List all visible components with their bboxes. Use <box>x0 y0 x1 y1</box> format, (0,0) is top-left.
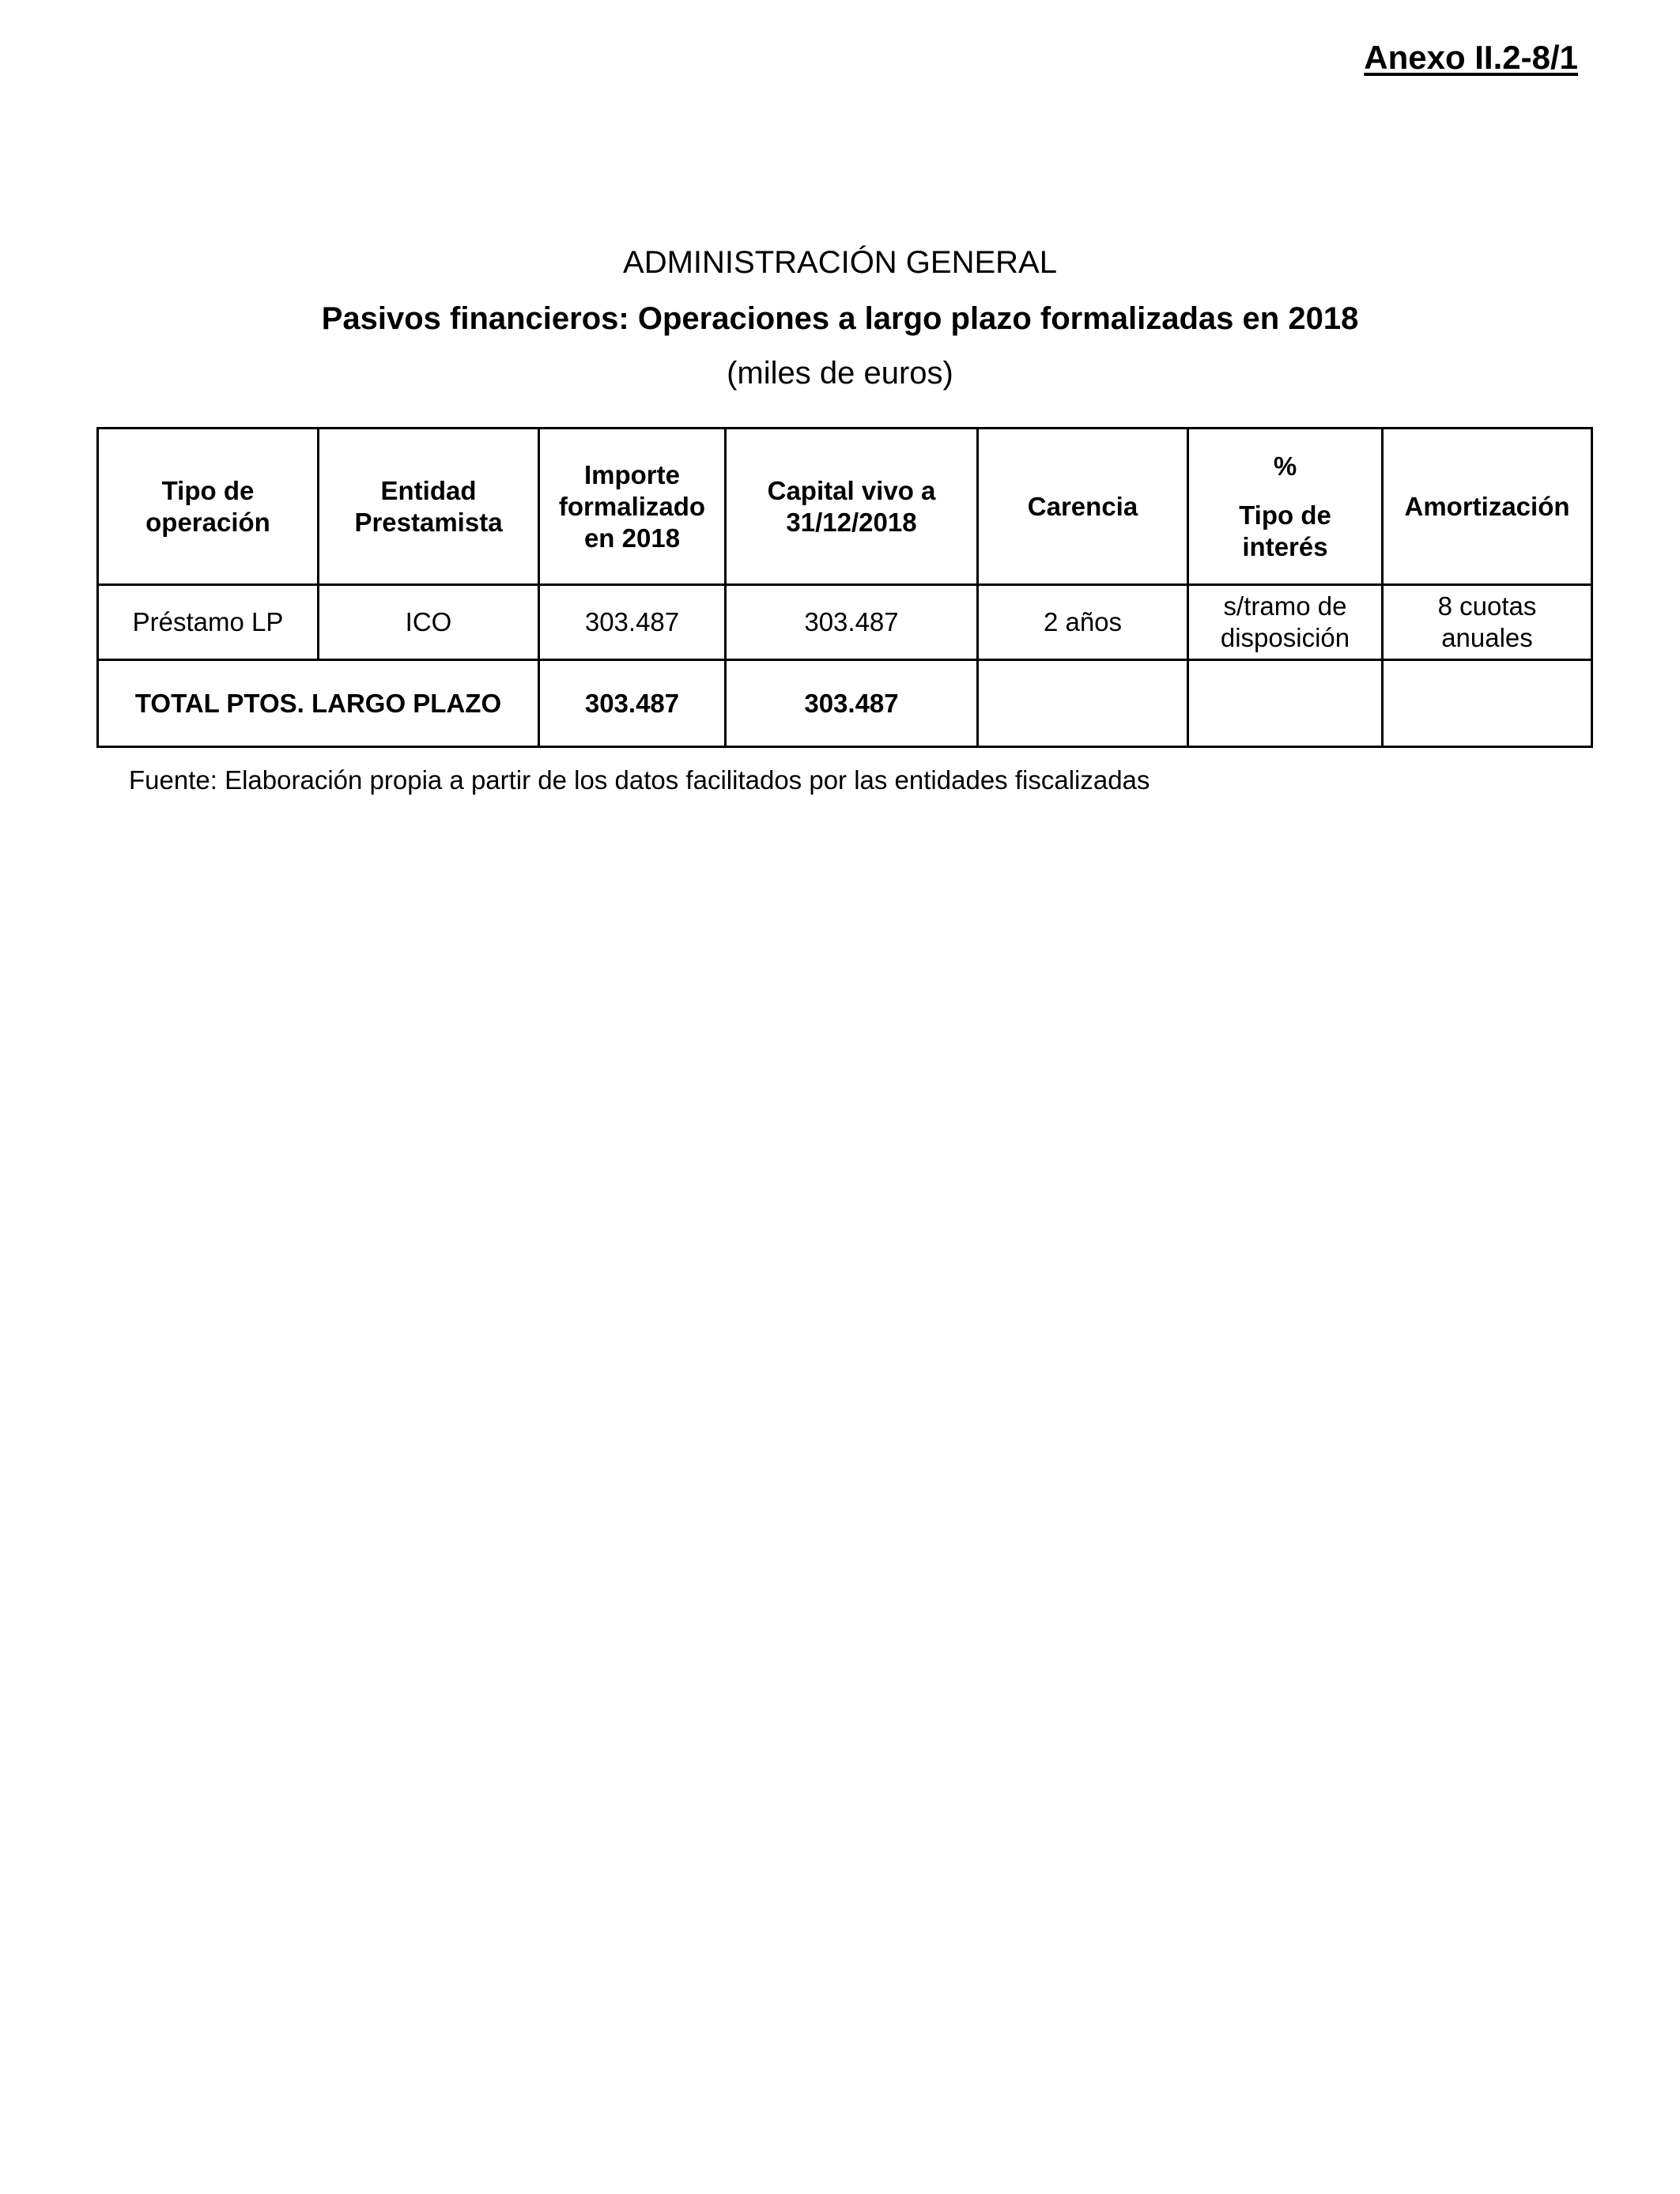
header-text: Importe <box>583 459 680 489</box>
header-text: interés <box>1242 531 1328 561</box>
header-text: formalizado <box>558 491 706 521</box>
header-text: % <box>1273 451 1297 481</box>
cell-importe: 303.487 <box>539 585 726 660</box>
header-capital-vivo <box>726 429 978 585</box>
cell-capital-vivo: 303.487 <box>726 585 978 660</box>
table-total-row <box>98 660 1592 747</box>
table-row <box>98 585 1592 660</box>
total-empty-cell <box>978 660 1188 747</box>
annex-reference: Anexo II.2-8/1 <box>1364 39 1578 76</box>
cell-carencia: 2 años <box>978 585 1188 660</box>
cell-amortizacion <box>1383 585 1592 660</box>
header-carencia <box>978 429 1188 585</box>
cell-text: disposición <box>1220 623 1350 652</box>
header-tipo-operacion <box>98 429 319 585</box>
header-entidad-prestamista <box>319 429 539 585</box>
cell-text: anuales <box>1441 623 1533 652</box>
header-text: Tipo de <box>161 475 255 505</box>
header-text: Entidad <box>380 475 477 505</box>
total-empty-cell <box>1383 660 1592 747</box>
total-label: TOTAL PTOS. LARGO PLAZO <box>98 660 539 747</box>
cell-tipo-interes <box>1188 585 1383 660</box>
cell-tipo-operacion: Préstamo LP <box>98 585 319 660</box>
table-header-row <box>98 429 1592 585</box>
header-importe-formalizado <box>539 429 726 585</box>
header-text: Tipo de <box>1239 500 1331 530</box>
header-amortizacion <box>1383 429 1592 585</box>
header-text: Carencia <box>1027 491 1138 521</box>
header-text: Capital vivo a <box>767 475 936 505</box>
header-text: Prestamista <box>354 507 503 537</box>
header-tipo-interes <box>1188 429 1383 585</box>
page-subtitle: Pasivos financieros: Operaciones a largo plazo formalizadas en 2018 <box>321 301 1359 336</box>
header-text: en 2018 <box>583 523 681 553</box>
total-importe: 303.487 <box>539 660 726 747</box>
total-empty-cell <box>1188 660 1383 747</box>
header-text: Amortización <box>1404 491 1570 521</box>
cell-entidad: ICO <box>319 585 539 660</box>
source-note: Fuente: Elaboración propia a partir de los datos facilitados por las entidades fiscalizadas <box>129 765 1150 795</box>
cell-text: s/tramo de <box>1223 591 1347 621</box>
units-caption: (miles de euros) <box>727 356 953 391</box>
header-text: operación <box>145 507 270 537</box>
total-capital-vivo: 303.487 <box>726 660 978 747</box>
page-title: ADMINISTRACIÓN GENERAL <box>623 245 1057 280</box>
cell-text: 8 cuotas <box>1437 591 1537 621</box>
operations-table <box>96 427 1593 748</box>
header-text: 31/12/2018 <box>786 507 917 537</box>
